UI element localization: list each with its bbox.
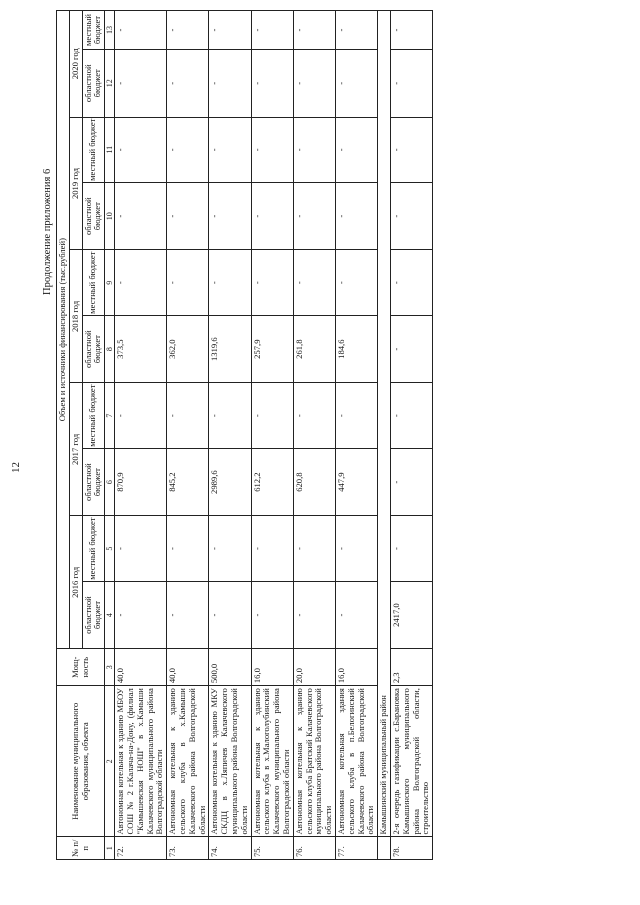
value-cell: -: [115, 182, 167, 250]
row-number: 73.: [167, 837, 209, 860]
value-cell: 845,2: [167, 448, 209, 516]
col-number: 8: [105, 315, 115, 383]
value-cell: -: [391, 11, 433, 50]
value-cell: -: [209, 516, 251, 581]
header-local: местный бюджет: [82, 516, 105, 581]
table-row: [336, 11, 378, 860]
value-cell: -: [251, 117, 293, 182]
row-number: 77.: [336, 837, 378, 860]
value-cell: -: [293, 11, 335, 50]
value-cell: -: [209, 250, 251, 315]
section-number-cell: [378, 837, 391, 860]
value-cell: -: [391, 448, 433, 516]
value-cell: -: [167, 11, 209, 50]
row-number: 78.: [391, 837, 433, 860]
value-cell: -: [115, 50, 167, 118]
header-volume-group: Объем и источники финансирования (тыс.рублей): [57, 11, 70, 649]
value-cell: -: [115, 383, 167, 448]
value-cell: -: [336, 516, 378, 581]
header-year-2017: 2017 год: [69, 383, 82, 516]
header-regional: областной бюджет: [82, 50, 105, 118]
value-cell: 620,8: [293, 448, 335, 516]
financing-table: [56, 10, 433, 860]
row-number: 72.: [115, 837, 167, 860]
value-cell: -: [293, 117, 335, 182]
header-regional: областной бюджет: [82, 182, 105, 250]
object-name: Автономная котельная к зданию МКУ СКДЦ в х.Ляпичев Калачевского муниципального района Волгоградской области: [209, 686, 251, 837]
value-cell: -: [167, 516, 209, 581]
value-cell: -: [167, 117, 209, 182]
value-cell: 447,9: [336, 448, 378, 516]
value-cell: -: [336, 11, 378, 50]
col-number: 4: [105, 581, 115, 649]
value-cell: -: [391, 516, 433, 581]
header-regional: областной бюджет: [82, 315, 105, 383]
value-cell: -: [391, 383, 433, 448]
value-cell: -: [167, 581, 209, 649]
table-row: [115, 11, 167, 860]
power-value: 500,0: [209, 649, 251, 686]
value-cell: -: [251, 581, 293, 649]
object-name: Автономная котельная к зданию сельского клуба в х.Малоголубинский Калачевского муниципального района Волгоградской области: [251, 686, 293, 837]
value-cell: 261,8: [293, 315, 335, 383]
value-cell: -: [167, 383, 209, 448]
value-cell: -: [167, 182, 209, 250]
col-number: 1: [105, 837, 115, 860]
value-cell: -: [391, 50, 433, 118]
value-cell: -: [209, 383, 251, 448]
header-local: местный бюджет: [82, 383, 105, 448]
table-row: [251, 11, 293, 860]
col-number: 7: [105, 383, 115, 448]
header-power: Мощ-ность: [57, 649, 105, 686]
value-cell: -: [293, 250, 335, 315]
value-cell: -: [336, 250, 378, 315]
col-number: 9: [105, 250, 115, 315]
value-cell: -: [209, 50, 251, 118]
value-cell: -: [209, 117, 251, 182]
header-year-2019: 2019 год: [69, 117, 82, 250]
col-number: 3: [105, 649, 115, 686]
object-name: 2-я очередь газификации с.Барановка Камышинского муниципального района Волгоградской области, строительство: [391, 686, 433, 837]
value-cell: -: [209, 182, 251, 250]
power-value: 16,0: [251, 649, 293, 686]
value-cell: 257,9: [251, 315, 293, 383]
header-local: местный бюджет: [82, 117, 105, 182]
value-cell: 1319,6: [209, 315, 251, 383]
value-cell: -: [251, 250, 293, 315]
value-cell: -: [115, 581, 167, 649]
value-cell: -: [293, 50, 335, 118]
value-cell: -: [391, 315, 433, 383]
value-cell: -: [391, 250, 433, 315]
value-cell: -: [391, 117, 433, 182]
value-cell: -: [251, 383, 293, 448]
value-cell: 362,0: [167, 315, 209, 383]
header-name: Наименование муниципального образования, объекта: [57, 686, 105, 837]
value-cell: -: [167, 50, 209, 118]
value-cell: -: [209, 581, 251, 649]
power-value: 2,3: [391, 649, 433, 686]
table-row: [391, 11, 433, 860]
header-year-2020: 2020 год: [69, 11, 82, 118]
power-value: 40,0: [115, 649, 167, 686]
header-year-2016: 2016 год: [69, 516, 82, 649]
value-cell: 870,9: [115, 448, 167, 516]
value-cell: -: [115, 250, 167, 315]
table-row: [293, 11, 335, 860]
header-local: местный бюджет: [82, 11, 105, 50]
col-number: 12: [105, 50, 115, 118]
power-value: 20,0: [293, 649, 335, 686]
value-cell: -: [251, 182, 293, 250]
value-cell: -: [167, 250, 209, 315]
value-cell: -: [251, 50, 293, 118]
header-local: местный бюджет: [82, 250, 105, 315]
page-number: 12: [10, 462, 22, 473]
object-name: Автономная котельная к зданию МБОУ СОШ № 2 г.Калача-на-Дону, (филиал "Камышевская НОШ" в х.Камыши Калачевского муниципального района Волгоградской области: [115, 686, 167, 837]
value-cell: -: [293, 516, 335, 581]
col-number: 11: [105, 117, 115, 182]
col-number: 2: [105, 686, 115, 837]
value-cell: -: [115, 117, 167, 182]
section-row: [378, 11, 391, 860]
value-cell: -: [336, 182, 378, 250]
power-value: 16,0: [336, 649, 378, 686]
object-name: Автономная котельная к зданию сельского клуба в х.Камыши Калачевского района Волгоградской области: [167, 686, 209, 837]
value-cell: 184,6: [336, 315, 378, 383]
value-cell: -: [251, 516, 293, 581]
value-cell: -: [251, 11, 293, 50]
value-cell: -: [115, 516, 167, 581]
value-cell: -: [209, 11, 251, 50]
header-year-2018: 2018 год: [69, 250, 82, 383]
header-regional: областной бюджет: [82, 581, 105, 649]
value-cell: 2417,0: [391, 581, 433, 649]
value-cell: -: [293, 383, 335, 448]
value-cell: -: [115, 11, 167, 50]
row-number: 75.: [251, 837, 293, 860]
col-number: 5: [105, 516, 115, 581]
value-cell: -: [391, 182, 433, 250]
col-number: 13: [105, 11, 115, 50]
header-no: № п/п: [57, 837, 105, 860]
row-number: 74.: [209, 837, 251, 860]
object-name: Автономная котельная к зданию сельского клуба Братский Калачевского муниципального района Волгоградской области: [293, 686, 335, 837]
value-cell: 2989,6: [209, 448, 251, 516]
header-regional: областной бюджет: [82, 448, 105, 516]
value-cell: -: [336, 581, 378, 649]
col-number: 6: [105, 448, 115, 516]
value-cell: -: [336, 117, 378, 182]
value-cell: -: [336, 50, 378, 118]
value-cell: -: [293, 581, 335, 649]
value-cell: 612,2: [251, 448, 293, 516]
continuation-label: Продолжение приложения 6: [42, 168, 53, 295]
value-cell: -: [336, 383, 378, 448]
object-name: Автономная котельная здания сельского клуба в п.Белогинский Калачевского района Волгоградской области: [336, 686, 378, 837]
value-cell: 373,5: [115, 315, 167, 383]
table-row: [209, 11, 251, 860]
row-number: 76.: [293, 837, 335, 860]
table-row: [167, 11, 209, 860]
section-title: Камышинский муниципальный район: [378, 11, 391, 838]
value-cell: -: [293, 182, 335, 250]
power-value: 40,0: [167, 649, 209, 686]
col-number: 10: [105, 182, 115, 250]
